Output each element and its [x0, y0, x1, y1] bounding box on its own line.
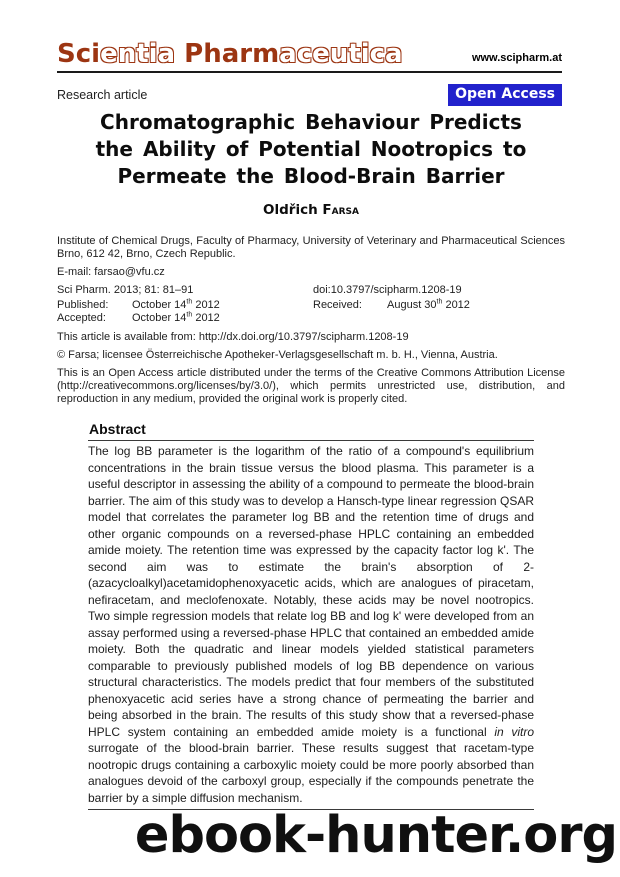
ebook-watermark: ebook-hunter.org	[134, 806, 617, 865]
author-name	[57, 202, 565, 218]
author-affiliation: Institute of Chemical Drugs, Faculty of Pharmacy, University of Veterinary and Pharmaceutical Sciences Brno, 612 42, Brno, Czech Republic.	[57, 235, 565, 260]
citation-row	[57, 284, 565, 297]
copyright-notice: © Farsa; licensee Österreichische Apotheker-Verlagsgesellschaft m. b. H., Vienna, Austria.	[57, 349, 498, 361]
author-email: E-mail: farsao@vfu.cz	[57, 266, 165, 278]
journal-logo	[57, 41, 403, 71]
journal-header	[57, 33, 562, 73]
published-label: Published:	[57, 299, 109, 311]
doi-text: doi:10.3797/scipharm.1208-19	[313, 284, 462, 296]
published-date: October 14th 2012	[132, 298, 220, 311]
article-type-row	[57, 84, 562, 106]
article-title-line2: the Ability of Potential Nootropics to	[95, 137, 527, 161]
logo-segment-outline-1: entia	[100, 39, 176, 69]
accepted-label: Accepted:	[57, 312, 106, 324]
citation-text: Sci Pharm. 2013; 81: 81–91	[57, 284, 194, 296]
abstract-heading: Abstract	[88, 421, 534, 441]
abstract-text-1: The log BB parameter is the logarithm of the ratio of a compound's equilibrium concentrations in the brain tissue versus the blood plasma. This parameter is a useful descriptor in assessing the ability of a compound to permeate the blood-brain barrier. The aim of this study was to develop a Hansch-type linear regression QSAR model that correlates the parameter log BB and the retention time of drugs and other organic compounds on a reversed-phase HPLC containing an embedded amide moiety. The retention time was expressed by the capacity factor log k'. The second aim was to estimate the brain's absorption of 2-(azacycloalkyl)acetamidophenoxyacetic acids, which are analogues of piracetam, nefiracetam, and meclofenoxate. Notably, these acids may be novel nootropics. Two simple regression models that relate log BB and log k' were developed from an assay performed using a reversed-phase HPLC that contained an embedded amide moiety. Both the quadratic and linear models yielded statistical parameters comparable to previously published models of log BB dependence on various structural characteristics. The models predict that four members of the substituted phenoxyacetic acid series have a strong chance of permeating the barrier and being absorbed in the brain. The results of this study show that a reversed-phase HPLC system containing an embedded amide moiety is a functional	[88, 444, 534, 739]
abstract-section	[88, 421, 534, 810]
journal-website-link[interactable]: www.scipharm.at	[471, 52, 562, 64]
received-date: August 30th 2012	[387, 298, 470, 311]
abstract-text-italic: in vitro	[494, 724, 535, 739]
availability-note: This article is available from: http://dx.doi.org/10.3797/scipharm.1208-19	[57, 331, 409, 343]
abstract-body	[88, 443, 534, 810]
abstract-text-2: surrogate of the blood-brain barrier. These results suggest that racetam-type nootropic drugs containing a carboxylic moiety could be more poorly absorbed than analogues devoid of the carboxyl group, especially if the compounds penetrate the barrier by a simple diffusion mechanism.	[88, 741, 534, 805]
logo-segment-solid-2: Pharm	[175, 39, 280, 69]
license-paragraph: This is an Open Access article distributed under the terms of the Creative Commons Attribution License (http://creativecommons.org/licenses/by/3.0/), which permits unrestricted use, distribution, and reproduction in any medium, provided the original work is properly cited.	[57, 367, 565, 406]
research-article-label: Research article	[57, 88, 148, 102]
article-title	[57, 109, 565, 190]
received-label: Received:	[313, 299, 362, 311]
open-access-badge: Open Access	[448, 84, 562, 106]
page-content	[57, 0, 565, 877]
author-surname: Farsa	[322, 202, 359, 218]
published-row	[57, 299, 565, 313]
logo-segment-outline-2: aceutica	[279, 39, 403, 69]
article-title-line3: Permeate the Blood-Brain Barrier	[117, 164, 505, 188]
author-given-name: Oldřich	[263, 202, 323, 218]
accepted-date: October 14th 2012	[132, 311, 220, 324]
article-title-line1: Chromatographic Behaviour Predicts	[100, 110, 522, 134]
logo-segment-solid-1: Sci	[57, 39, 101, 69]
accepted-row	[57, 312, 565, 326]
